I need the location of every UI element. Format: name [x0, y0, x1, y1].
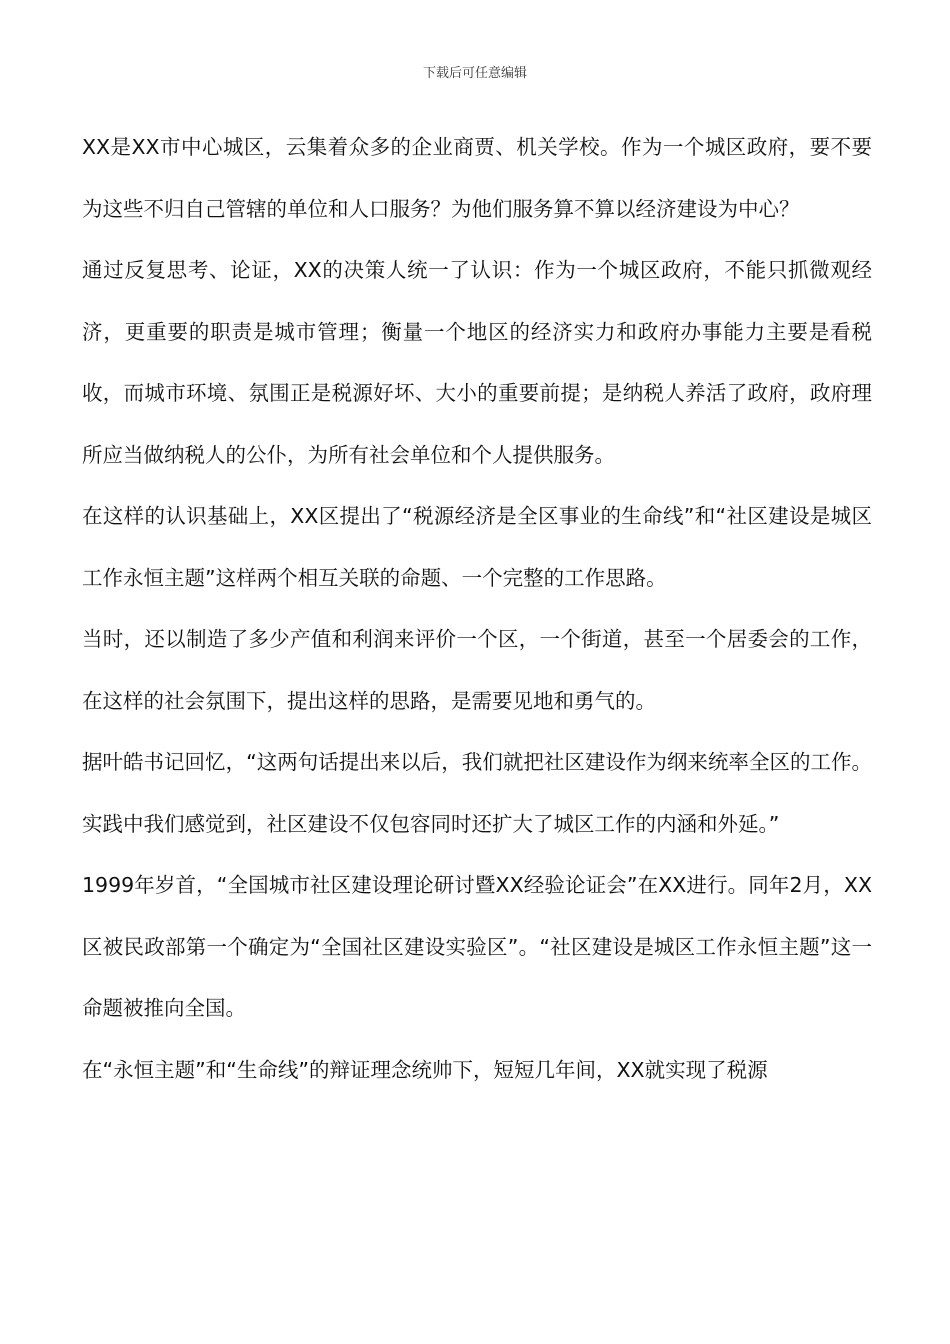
- paragraph: 在“永恒主题”和“生命线”的辩证理念统帅下，短短几年间，XX就实现了税源: [82, 1057, 768, 1082]
- paragraph: 1999年岁首，“全国城市社区建设理论研讨暨XX经验论证会”在XX进行。同年2月，XX区被民政部第一个确定为“全国社区建设实验区”。“社区建设是城区工作永恒主题”这一命题被推向全国。: [82, 873, 872, 1020]
- paragraph: XX是XX市中心城区，云集着众多的企业商贾、机关学校。作为一个城区政府，要不要为这些不归自己管辖的单位和人口服务？为他们服务算不算以经济建设为中心？: [82, 135, 872, 221]
- paragraph: 通过反复思考、论证，XX的决策人统一了认识：作为一个城区政府，不能只抓微观经济，更重要的职责是城市管理；衡量一个地区的经济实力和政府办事能力主要是看税收，而城市环境、氛围正是税源好坏、大小的重要前提；是纳税人养活了政府，政府理所应当做纳税人的公仆，为所有社会单位和个人提供服务。: [82, 258, 872, 467]
- paragraph: 当时，还以制造了多少产值和利润来评价一个区，一个街道，甚至一个居委会的工作，在这样的社会氛围下，提出这样的思路，是需要见地和勇气的。: [82, 627, 872, 713]
- page-header: 下载后可任意编辑: [422, 66, 527, 81]
- paragraph: 在这样的认识基础上，XX区提出了“税源经济是全区事业的生命线”和“社区建设是城区工作永恒主题”这样两个相互关联的命题、一个完整的工作思路。: [82, 504, 872, 590]
- document-body: [82, 117, 872, 1101]
- paragraph: 据叶皓书记回忆，“这两句话提出来以后，我们就把社区建设作为纲来统率全区的工作。实践中我们感觉到，社区建设不仅包容同时还扩大了城区工作的内涵和外延。”: [82, 750, 872, 836]
